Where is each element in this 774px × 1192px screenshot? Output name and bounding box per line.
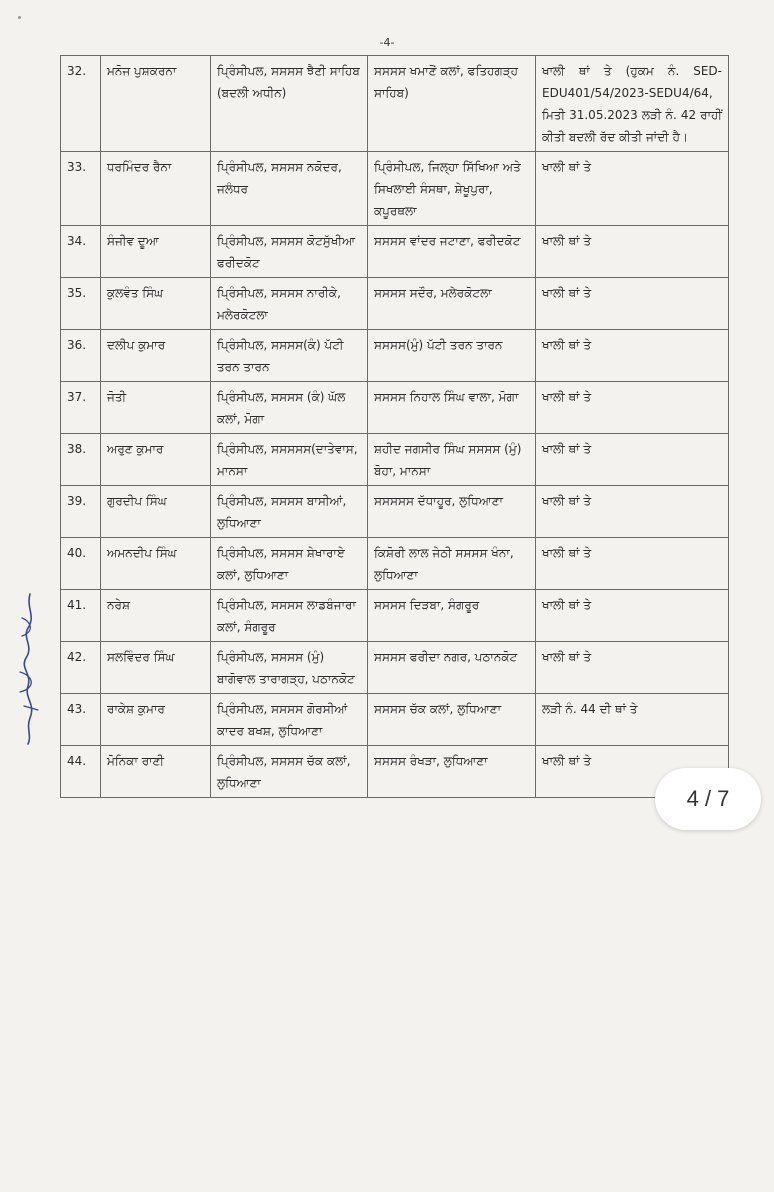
table-row (61, 56, 729, 152)
current-posting: ਪ੍ਰਿੰਸੀਪਲ, ਸਸਸਸ ਬਾਸੀਆਂ, ਲੁਧਿਆਣਾ (211, 486, 368, 538)
current-posting: ਪ੍ਰਿੰਸੀਪਲ, ਸਸਸਸ ਨਾਰੀਕੇ, ਮਲੇਰਕੋਟਲਾ (211, 278, 368, 330)
serial-number: 33. (61, 152, 101, 226)
person-name: ਅਰੁਣ ਕੁਮਾਰ (101, 434, 211, 486)
page-number: -4- (379, 36, 395, 49)
current-posting: ਪ੍ਰਿੰਸੀਪਲ, ਸਸਸਸ ਨਕੋਦਰ, ਜਲੰਧਰ (211, 152, 368, 226)
current-posting: ਪ੍ਰਿੰਸੀਪਲ, ਸਸਸਸ ਕੋਟਸੁੱਖੀਆ ਫਰੀਦਕੋਟ (211, 226, 368, 278)
person-name: ਗੁਰਦੀਪ ਸਿੰਘ (101, 486, 211, 538)
remark: ਖਾਲੀ ਥਾਂ ਤੇ (536, 486, 729, 538)
table-row (61, 330, 729, 382)
serial-number: 34. (61, 226, 101, 278)
table-row (61, 694, 729, 746)
table-body (61, 56, 729, 798)
new-posting: ਸਸਸਸ ਫਰੀਦਾ ਨਗਰ, ਪਠਾਨਕੋਟ (368, 642, 536, 694)
current-posting: ਪ੍ਰਿੰਸੀਪਲ, ਸਸਸਸ ਸ਼ੇਖਾਰਾਏ ਕਲਾਂ, ਲੁਧਿਆਣਾ (211, 538, 368, 590)
person-name: ਧਰਮਿੰਦਰ ਰੈਨਾ (101, 152, 211, 226)
current-posting: ਪ੍ਰਿੰਸੀਪਲ, ਸਸਸਸ ਚੱਕ ਕਲਾਂ, ਲੁਧਿਆਣਾ (211, 746, 368, 798)
table-row (61, 590, 729, 642)
remark: ਖਾਲੀ ਥਾਂ ਤੇ (536, 538, 729, 590)
serial-number: 43. (61, 694, 101, 746)
new-posting: ਕਿਸ਼ੋਰੀ ਲਾਲ ਜੇਠੀ ਸਸਸਸ ਖੰਨਾ, ਲੁਧਿਆਣਾ (368, 538, 536, 590)
table-row (61, 538, 729, 590)
remark: ਖਾਲੀ ਥਾਂ ਤੇ (536, 278, 729, 330)
current-posting: ਪ੍ਰਿੰਸੀਪਲ, ਸਸਸਸ (ਕੰ) ਘੱਲ ਕਲਾਂ, ਮੋਗਾ (211, 382, 368, 434)
remark: ਖਾਲੀ ਥਾਂ ਤੇ (536, 226, 729, 278)
serial-number: 36. (61, 330, 101, 382)
remark: ਖਾਲੀ ਥਾਂ ਤੇ (536, 434, 729, 486)
person-name: ਜੋਤੀ (101, 382, 211, 434)
new-posting: ਸਸਸਸ ਵਾਂਦਰ ਜਟਾਣਾ, ਫਰੀਦਕੋਟ (368, 226, 536, 278)
table-row (61, 152, 729, 226)
signature-image (8, 588, 48, 748)
table-row (61, 486, 729, 538)
current-posting: ਪ੍ਰਿੰਸੀਪਲ, ਸਸਸਸ ਗੋਰਸੀਆਂ ਕਾਦਰ ਬਖਸ਼, ਲੁਧਿਆਣਾ (211, 694, 368, 746)
serial-number: 39. (61, 486, 101, 538)
new-posting: ਸਸਸਸ(ਮੁੰ) ਪੱਟੀ ਤਰਨ ਤਾਰਨ (368, 330, 536, 382)
current-posting: ਪ੍ਰਿੰਸੀਪਲ, ਸਸਸਸ(ਕੰ) ਪੱਟੀ ਤਰਨ ਤਾਰਨ (211, 330, 368, 382)
person-name: ਸੰਜੀਵ ਦੂਆ (101, 226, 211, 278)
remark: ਖਾਲੀ ਥਾਂ ਤੇ (536, 746, 729, 798)
new-posting: ਸਸਸਸ ਖਮਾਣੋਂ ਕਲਾਂ, ਫਤਿਹਗੜ੍ਹ ਸਾਹਿਬ) (368, 56, 536, 152)
table-row (61, 226, 729, 278)
table-row (61, 434, 729, 486)
serial-number: 37. (61, 382, 101, 434)
serial-number: 38. (61, 434, 101, 486)
speck-mark (18, 16, 21, 19)
serial-number: 42. (61, 642, 101, 694)
current-posting: ਪ੍ਰਿੰਸੀਪਲ, ਸਸਸਸਸ(ਦਾਤੇਵਾਸ, ਮਾਨਸਾ (211, 434, 368, 486)
new-posting: ਸਸਸਸ ਨਿਹਾਲ ਸਿੰਘ ਵਾਲਾ, ਮੋਗਾ (368, 382, 536, 434)
serial-number: 32. (61, 56, 101, 152)
table-row (61, 642, 729, 694)
current-posting: ਪ੍ਰਿੰਸੀਪਲ, ਸਸਸਸ ਲਾਡਬੰਜਾਰਾ ਕਲਾਂ, ਸੰਗਰੂਰ (211, 590, 368, 642)
remark: ਲੜੀ ਨੰ. 44 ਦੀ ਥਾਂ ਤੇ (536, 694, 729, 746)
remark: ਖਾਲੀ ਥਾਂ ਤੇ (536, 590, 729, 642)
new-posting: ਸਸਸਸ ਰੰਖੜਾ, ਲੁਧਿਆਣਾ (368, 746, 536, 798)
serial-number: 35. (61, 278, 101, 330)
person-name: ਮੋਨਿਕਾ ਰਾਣੀ (101, 746, 211, 798)
person-name: ਅਮਨਦੀਪ ਸਿੰਘ (101, 538, 211, 590)
remark: ਖਾਲੀ ਥਾਂ ਤੇ (536, 382, 729, 434)
person-name: ਰਾਕੇਸ਼ ਕੁਮਾਰ (101, 694, 211, 746)
table-row (61, 278, 729, 330)
person-name: ਦਲੀਪ ਕੁਮਾਰ (101, 330, 211, 382)
current-posting: ਪ੍ਰਿੰਸੀਪਲ, ਸਸਸਸ ਝੈਣੀ ਸਾਹਿਬ (ਬਦਲੀ ਅਧੀਨ) (211, 56, 368, 152)
person-name: ਮਨੋਜ ਪੁਸ਼ਕਰਨਾ (101, 56, 211, 152)
new-posting: ਸਸਸਸ ਦਿੜਬਾ, ਸੰਗਰੂਰ (368, 590, 536, 642)
new-posting: ਸ਼ਹੀਦ ਜਗਸੀਰ ਸਿੰਘ ਸਸਸਸ (ਮੁੰ) ਬੋਹਾ, ਮਾਨਸਾ (368, 434, 536, 486)
new-posting: ਪ੍ਰਿੰਸੀਪਲ, ਜਿਲ੍ਹਾ ਸਿੱਖਿਆ ਅਤੇ ਸਿਖਲਾਈ ਸੰਸਥਾ, ਸ਼ੇਖੂਪੁਰਾ, ਕਪੂਰਥਲਾ (368, 152, 536, 226)
remark: ਖਾਲੀ ਥਾਂ ਤੇ (536, 642, 729, 694)
table-row (61, 382, 729, 434)
transfer-orders-table (60, 55, 729, 798)
remark: ਖਾਲੀ ਥਾਂ ਤੇ (536, 330, 729, 382)
person-name: ਨਰੇਸ਼ (101, 590, 211, 642)
table-row (61, 746, 729, 798)
serial-number: 40. (61, 538, 101, 590)
person-name: ਸਲਵਿੰਦਰ ਸਿੰਘ (101, 642, 211, 694)
serial-number: 44. (61, 746, 101, 798)
person-name: ਕੁਲਵੰਤ ਸਿੰਘ (101, 278, 211, 330)
remark: ਖਾਲੀ ਥਾਂ ਤੇ (ਹੁਕਮ ਨੰ. SED-EDU401/54/2023-SEDU4/64, ਮਿਤੀ 31.05.2023 ਲੜੀ ਨੰ. 42 ਰਾਹੀਂ ਕੀਤੀ ਬਦਲੀ ਰੱਦ ਕੀਤੀ ਜਾਂਦੀ ਹੈ। (536, 56, 729, 152)
remark: ਖਾਲੀ ਥਾਂ ਤੇ (536, 152, 729, 226)
new-posting: ਸਸਸਸ ਸਦੌਰ, ਮਲੇਰਕੋਟਲਾ (368, 278, 536, 330)
serial-number: 41. (61, 590, 101, 642)
new-posting: ਸਸਸਸ ਚੱਕ ਕਲਾਂ, ਲੁਧਿਆਣਾ (368, 694, 536, 746)
new-posting: ਸਸਸਸਸ ਦੱਧਾਹੂਰ, ਲੁਧਿਆਣਾ (368, 486, 536, 538)
page-indicator: 4 / 7 (655, 768, 761, 830)
current-posting: ਪ੍ਰਿੰਸੀਪਲ, ਸਸਸਸ (ਮੁੰ) ਬਾਗੋਵਾਲ ਤਾਰਾਗੜ੍ਹ, ਪਠਾਨਕੋਟ (211, 642, 368, 694)
